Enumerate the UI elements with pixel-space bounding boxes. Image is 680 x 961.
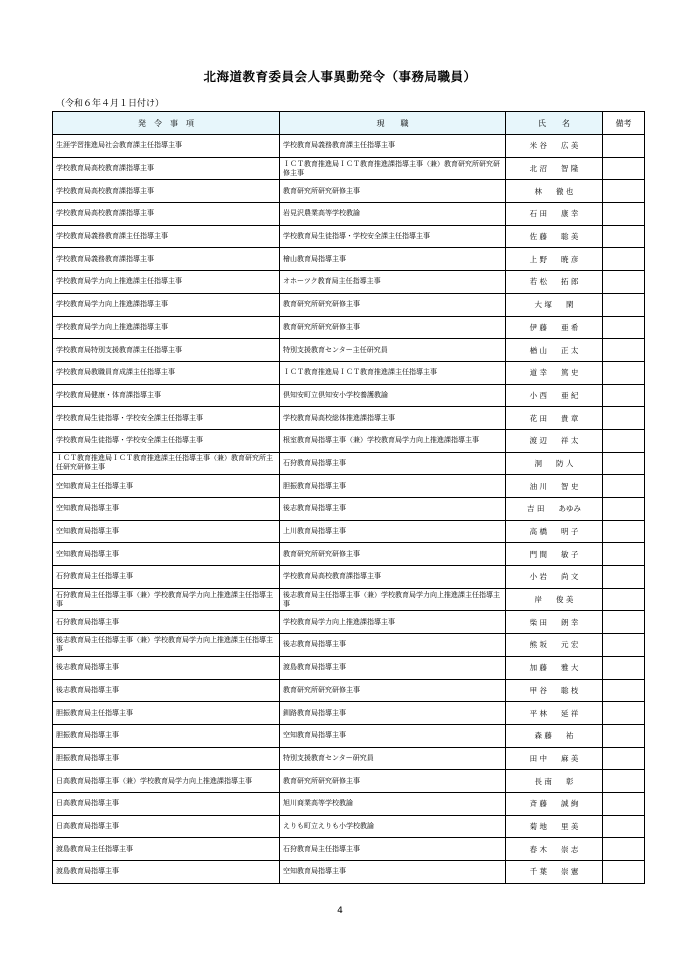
table-row [53, 679, 645, 702]
family-name: 石 田 [529, 209, 547, 219]
table-row [53, 747, 645, 770]
given-name: 延 祥 [561, 708, 579, 718]
new-position-cell: 学校教育局高校教育課指導主事 [53, 157, 280, 180]
new-position-cell: 後志教育局指導主事 [53, 656, 280, 679]
remarks-cell [603, 180, 645, 203]
family-name: 楢 山 [529, 345, 547, 355]
table-row [53, 588, 645, 611]
given-name: 里 美 [561, 821, 579, 831]
table-row [53, 271, 645, 294]
given-name: 亜 紀 [561, 390, 579, 400]
remarks-cell [603, 157, 645, 180]
remarks-cell [603, 452, 645, 475]
family-name: 上 野 [529, 254, 547, 264]
family-name: 花 田 [529, 413, 547, 423]
family-name: 田 中 [529, 753, 547, 763]
name-cell [506, 588, 603, 611]
remarks-cell [603, 271, 645, 294]
current-position-cell: えりも町立えりも小学校教諭 [280, 815, 506, 838]
name-cell [506, 293, 603, 316]
given-name: 誠 絢 [561, 799, 579, 809]
current-position-cell: 学校教育局高校総体推進課指導主事 [280, 407, 506, 430]
remarks-cell [603, 815, 645, 838]
family-name: 森 藤 [534, 731, 552, 741]
table-row [53, 180, 645, 203]
remarks-cell [603, 203, 645, 226]
new-position-cell: 渡島教育局指導主事 [53, 861, 280, 884]
new-position-cell: 学校教育局生徒指導・学校安全課主任指導主事 [53, 407, 280, 430]
current-position-cell: 特別支援教育センター研究員 [280, 747, 506, 770]
table-body [53, 135, 645, 884]
new-position-cell: 学校教育局学力向上推進課指導主事 [53, 316, 280, 339]
family-name: 菊 地 [529, 821, 547, 831]
current-position-cell: 教育研究所研究研修主事 [280, 543, 506, 566]
family-name: 高 橋 [529, 527, 547, 537]
header-new-position: 発 令 事 項 [53, 112, 280, 135]
remarks-cell [603, 634, 645, 657]
given-name: 聡 美 [561, 232, 579, 242]
given-name: 智 隆 [561, 164, 579, 174]
remarks-cell [603, 316, 645, 339]
remarks-cell [603, 498, 645, 521]
page-title: 北海道教育委員会人事異動発令（事務局職員） [203, 69, 477, 84]
current-position-cell: オホーツク教育局主任指導主事 [280, 271, 506, 294]
given-name: 聡 枝 [561, 685, 579, 695]
table-row [53, 407, 645, 430]
table-row [53, 792, 645, 815]
family-name: 熊 坂 [529, 640, 547, 650]
name-cell [506, 724, 603, 747]
table-row [53, 656, 645, 679]
new-position-cell: 空知教育局指導主事 [53, 520, 280, 543]
table-row [53, 135, 645, 158]
personnel-table [52, 111, 645, 884]
family-name: 加 藤 [529, 663, 547, 673]
name-cell [506, 838, 603, 861]
new-position-cell: 学校教育局義務教育課指導主事 [53, 248, 280, 271]
current-position-cell: 岩見沢農業高等学校教諭 [280, 203, 506, 226]
name-cell [506, 792, 603, 815]
given-name: 暁 彦 [561, 254, 579, 264]
new-position-cell: 後志教育局指導主事 [53, 679, 280, 702]
remarks-cell [603, 248, 645, 271]
table-row [53, 520, 645, 543]
remarks-cell [603, 339, 645, 362]
given-name: 麻 美 [561, 753, 579, 763]
remarks-cell [603, 747, 645, 770]
name-cell [506, 634, 603, 657]
family-name: 北 沼 [529, 164, 547, 174]
given-name: 敏 子 [561, 549, 579, 559]
family-name: 若 松 [529, 277, 547, 287]
table-row [53, 248, 645, 271]
new-position-cell: 日高教育局指導主事（兼）学校教育局学力向上推進課指導主事 [53, 770, 280, 793]
name-cell [506, 203, 603, 226]
current-position-cell: 石狩教育局主任指導主事 [280, 838, 506, 861]
table-row [53, 452, 645, 475]
new-position-cell: 学校教育局高校教育課指導主事 [53, 203, 280, 226]
current-position-cell: 教育研究所研究研修主事 [280, 180, 506, 203]
table-header-row [53, 112, 645, 135]
current-position-cell: ＩＣＴ教育推進局ＩＣＴ教育推進課指導主事（兼）教育研究所研究研修主事 [280, 157, 506, 180]
name-cell [506, 702, 603, 725]
new-position-cell: 後志教育局主任指導主事（兼）学校教育局学力向上推進課主任指導主事 [53, 634, 280, 657]
new-position-cell: 学校教育局学力向上推進課主任指導主事 [53, 271, 280, 294]
given-name: 祐 [565, 731, 574, 741]
remarks-cell [603, 702, 645, 725]
given-name: あゆみ [558, 504, 581, 514]
table-row [53, 498, 645, 521]
remarks-cell [603, 384, 645, 407]
remarks-cell [603, 543, 645, 566]
family-name: 林 [534, 186, 543, 196]
name-cell [506, 679, 603, 702]
current-position-cell: 倶知安町立倶知安小学校養護教諭 [280, 384, 506, 407]
current-position-cell: 学校教育局学力向上推進課指導主事 [280, 611, 506, 634]
table-row [53, 384, 645, 407]
family-name: 平 林 [529, 708, 547, 718]
table-row [53, 361, 645, 384]
given-name: 彰 [565, 776, 574, 786]
new-position-cell: 学校教育局高校教育課指導主事 [53, 180, 280, 203]
table-row [53, 543, 645, 566]
family-name: 小 岩 [529, 572, 547, 582]
new-position-cell: 学校教育局学力向上推進課指導主事 [53, 293, 280, 316]
name-cell [506, 248, 603, 271]
remarks-cell [603, 770, 645, 793]
name-cell [506, 452, 603, 475]
family-name: 小 西 [529, 390, 547, 400]
family-name: 岸 [534, 595, 543, 605]
current-position-cell: 空知教育局指導主事 [280, 861, 506, 884]
table-row [53, 634, 645, 657]
name-cell [506, 815, 603, 838]
name-cell [506, 407, 603, 430]
current-position-cell: 教育研究所研究研修主事 [280, 316, 506, 339]
name-cell [506, 339, 603, 362]
remarks-cell [603, 724, 645, 747]
table-row [53, 293, 645, 316]
current-position-cell: 学校教育局義務教育課主任指導主事 [280, 135, 506, 158]
name-cell [506, 770, 603, 793]
given-name: 雅 大 [561, 663, 579, 673]
new-position-cell: 胆振教育局主任指導主事 [53, 702, 280, 725]
remarks-cell [603, 656, 645, 679]
remarks-cell [603, 792, 645, 815]
current-position-cell: 釧路教育局指導主事 [280, 702, 506, 725]
current-position-cell: 学校教育局高校教育課指導主事 [280, 566, 506, 589]
issue-date: （令和６年４月１日付け） [56, 99, 165, 109]
family-name: 大 塚 [534, 300, 552, 310]
current-position-cell: 後志教育局指導主事 [280, 634, 506, 657]
new-position-cell: 空知教育局指導主事 [53, 543, 280, 566]
name-cell [506, 157, 603, 180]
remarks-cell [603, 429, 645, 452]
given-name: 朗 幸 [561, 617, 579, 627]
name-cell [506, 135, 603, 158]
given-name: 亜 希 [561, 322, 579, 332]
page-number: 4 [337, 906, 343, 916]
table-row [53, 566, 645, 589]
new-position-cell: ＩＣＴ教育推進局ＩＣＴ教育推進課主任指導主事（兼）教育研究所主任研究研修主事 [53, 452, 280, 475]
remarks-cell [603, 861, 645, 884]
given-name: 閑 [565, 300, 574, 310]
current-position-cell: 上川教育局指導主事 [280, 520, 506, 543]
given-name: 篤 史 [561, 368, 579, 378]
current-position-cell: 檜山教育局指導主事 [280, 248, 506, 271]
family-name: 甲 谷 [529, 685, 547, 695]
new-position-cell: 学校教育局生徒指導・学校安全課主任指導主事 [53, 429, 280, 452]
current-position-cell: 根室教育局指導主事（兼）学校教育局学力向上推進課指導主事 [280, 429, 506, 452]
table-row [53, 475, 645, 498]
current-position-cell: 旭川商業高等学校教諭 [280, 792, 506, 815]
name-cell [506, 475, 603, 498]
new-position-cell: 日高教育局指導主事 [53, 792, 280, 815]
remarks-cell [603, 407, 645, 430]
new-position-cell: 胆振教育局指導主事 [53, 747, 280, 770]
remarks-cell [603, 566, 645, 589]
current-position-cell: 石狩教育局指導主事 [280, 452, 506, 475]
name-cell [506, 566, 603, 589]
name-cell [506, 180, 603, 203]
given-name: 祥 太 [561, 436, 579, 446]
remarks-cell [603, 611, 645, 634]
remarks-cell [603, 679, 645, 702]
family-name: 道 幸 [529, 368, 547, 378]
remarks-cell [603, 135, 645, 158]
family-name: 洞 [534, 458, 543, 468]
table-row [53, 770, 645, 793]
family-name: 斉 藤 [529, 799, 547, 809]
table-row [53, 203, 645, 226]
new-position-cell: 学校教育局特別支援教育課主任指導主事 [53, 339, 280, 362]
family-name: 長 南 [534, 776, 552, 786]
table-row [53, 157, 645, 180]
table-row [53, 702, 645, 725]
name-cell [506, 316, 603, 339]
header-name: 氏 名 [506, 112, 603, 135]
table-row [53, 724, 645, 747]
new-position-cell: 学校教育局教職員育成課主任指導主事 [53, 361, 280, 384]
remarks-cell [603, 293, 645, 316]
given-name: 広 美 [561, 141, 579, 151]
header-current-position: 現 職 [280, 112, 506, 135]
name-cell [506, 361, 603, 384]
new-position-cell: 学校教育局義務教育課主任指導主事 [53, 225, 280, 248]
given-name: 智 史 [561, 481, 579, 491]
current-position-cell: 後志教育局指導主事 [280, 498, 506, 521]
header-remarks: 備考 [603, 112, 645, 135]
given-name: 崇 憲 [561, 867, 579, 877]
remarks-cell [603, 588, 645, 611]
current-position-cell: 教育研究所研究研修主事 [280, 679, 506, 702]
table-row [53, 339, 645, 362]
new-position-cell: 空知教育局主任指導主事 [53, 475, 280, 498]
name-cell [506, 747, 603, 770]
family-name: 柴 田 [529, 617, 547, 627]
family-name: 米 谷 [529, 141, 547, 151]
family-name: 佐 藤 [529, 232, 547, 242]
table-row [53, 429, 645, 452]
given-name: 貴 章 [561, 413, 579, 423]
new-position-cell: 胆振教育局指導主事 [53, 724, 280, 747]
name-cell [506, 429, 603, 452]
given-name: 拓 郎 [561, 277, 579, 287]
current-position-cell: 教育研究所研究研修主事 [280, 770, 506, 793]
table-row [53, 815, 645, 838]
current-position-cell: 空知教育局指導主事 [280, 724, 506, 747]
current-position-cell: 教育研究所研究研修主事 [280, 293, 506, 316]
given-name: 尚 文 [561, 572, 579, 582]
name-cell [506, 384, 603, 407]
name-cell [506, 861, 603, 884]
current-position-cell: ＩＣＴ教育推進局ＩＣＴ教育推進課主任指導主事 [280, 361, 506, 384]
family-name: 伊 藤 [529, 322, 547, 332]
given-name: 明 子 [561, 527, 579, 537]
new-position-cell: 日高教育局指導主事 [53, 815, 280, 838]
current-position-cell: 後志教育局主任指導主事（兼）学校教育局学力向上推進課主任指導主事 [280, 588, 506, 611]
new-position-cell: 石狩教育局主任指導主事（兼）学校教育局学力向上推進課主任指導主事 [53, 588, 280, 611]
remarks-cell [603, 838, 645, 861]
table-row [53, 861, 645, 884]
family-name: 春 木 [529, 844, 547, 854]
given-name: 崇 志 [561, 844, 579, 854]
current-position-cell: 渡島教育局指導主事 [280, 656, 506, 679]
family-name: 油 川 [529, 481, 547, 491]
given-name: 防 人 [556, 458, 574, 468]
current-position-cell: 学校教育局生徒指導・学校安全課主任指導主事 [280, 225, 506, 248]
current-position-cell: 胆振教育局指導主事 [280, 475, 506, 498]
remarks-cell [603, 225, 645, 248]
name-cell [506, 271, 603, 294]
name-cell [506, 543, 603, 566]
table-row [53, 316, 645, 339]
family-name: 千 葉 [529, 867, 547, 877]
given-name: 正 太 [561, 345, 579, 355]
current-position-cell: 特別支援教育センター主任研究員 [280, 339, 506, 362]
new-position-cell: 石狩教育局指導主事 [53, 611, 280, 634]
new-position-cell: 学校教育局健康・体育課指導主事 [53, 384, 280, 407]
new-position-cell: 渡島教育局主任指導主事 [53, 838, 280, 861]
name-cell [506, 611, 603, 634]
given-name: 元 宏 [561, 640, 579, 650]
table-row [53, 225, 645, 248]
family-name: 渡 辺 [529, 436, 547, 446]
given-name: 康 幸 [561, 209, 579, 219]
table-row [53, 611, 645, 634]
given-name: 徹 也 [556, 186, 574, 196]
remarks-cell [603, 361, 645, 384]
given-name: 俊 美 [556, 595, 574, 605]
name-cell [506, 225, 603, 248]
family-name: 門 間 [529, 549, 547, 559]
name-cell [506, 520, 603, 543]
remarks-cell [603, 520, 645, 543]
new-position-cell: 空知教育局指導主事 [53, 498, 280, 521]
name-cell [506, 498, 603, 521]
family-name: 吉 田 [527, 504, 545, 514]
remarks-cell [603, 475, 645, 498]
new-position-cell: 石狩教育局主任指導主事 [53, 566, 280, 589]
name-cell [506, 656, 603, 679]
new-position-cell: 生涯学習推進局社会教育課主任指導主事 [53, 135, 280, 158]
table-row [53, 838, 645, 861]
